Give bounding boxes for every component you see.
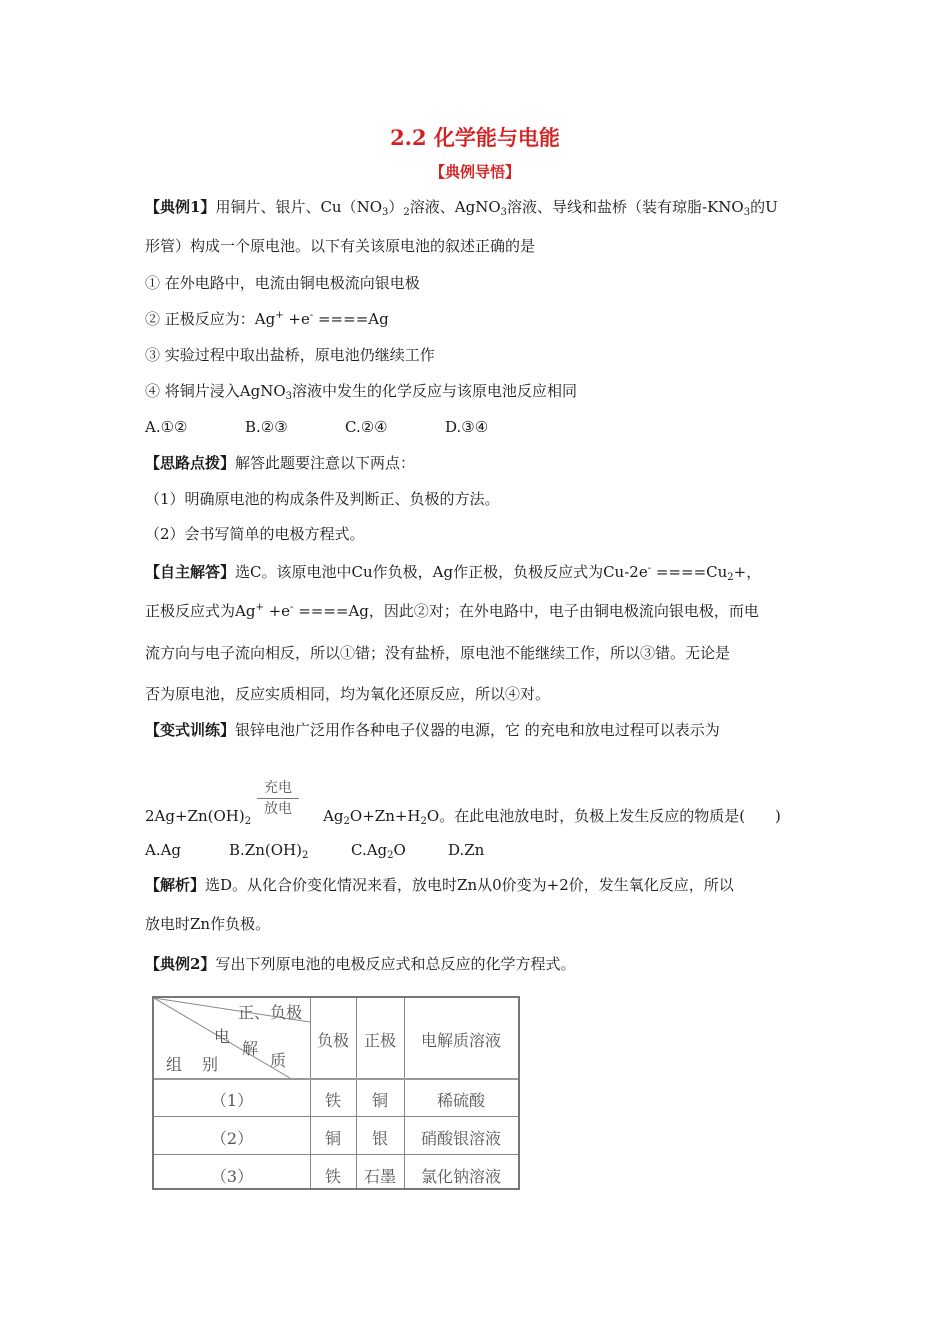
text: Ag [323, 807, 344, 825]
text: 溶液、AgNO [409, 198, 501, 216]
variant-line [145, 720, 720, 740]
option-d: D.③④ [445, 418, 489, 436]
row2-negative: 铜 [324, 1129, 341, 1148]
page-title: 2.2 化学能与电能 [390, 125, 560, 150]
text: ====Cu [651, 563, 728, 581]
row1-positive: 铜 [371, 1091, 388, 1110]
row2-electrolyte: 硝酸银溶液 [420, 1129, 501, 1148]
text: B.Zn(OH) [229, 841, 302, 859]
analysis-line2: 放电时Zn作负极。 [145, 915, 271, 933]
corner-top-label: 正、负极 [238, 1003, 303, 1022]
text: 银锌电池广泛用作各种电子仪器的电源，它 的充电和放电过程可以表示为 [235, 721, 720, 739]
hint-point2: （2）会书写简单的电极方程式。 [145, 525, 365, 543]
analysis-tag: 【解析】 [145, 876, 206, 894]
option-b [229, 840, 351, 860]
option-c: C.②④ [345, 418, 388, 436]
header-negative: 负极 [316, 1031, 349, 1050]
answer1-line1 [145, 562, 761, 582]
example1-line1 [145, 197, 778, 217]
text: 溶液、导线和盐桥（装有琼脂-KNO [507, 198, 744, 216]
text: +e [283, 310, 310, 328]
text: +e [263, 602, 291, 620]
example1-item2 [145, 309, 389, 329]
text: O [393, 841, 406, 859]
option-b: B.②③ [245, 418, 288, 436]
sub: 2 [727, 572, 734, 583]
section-subtitle: 【典例导悟】 [429, 163, 520, 181]
row3-negative: 铁 [324, 1167, 341, 1186]
sup: + [255, 602, 264, 613]
analysis-line1 [145, 875, 734, 895]
header-positive: 正极 [363, 1031, 396, 1050]
sup: - [290, 602, 294, 613]
sup: + [275, 310, 284, 321]
text: +， [733, 563, 762, 581]
sub: 2 [301, 850, 309, 861]
text: 溶液中发生的化学反应与该原电池反应相同 [292, 382, 578, 400]
sub: 3 [285, 391, 293, 402]
text: ② 正极反应为：Ag [145, 310, 276, 328]
corner-mid-label-1: 电 [214, 1027, 231, 1046]
text: ④ 将铜片浸入AgNO [145, 382, 286, 400]
row1-group: （1） [210, 1091, 254, 1110]
sub: 3 [743, 207, 751, 218]
row2-group: （2） [210, 1129, 254, 1148]
text: O+Zn+H [349, 807, 421, 825]
sub: 2 [420, 816, 427, 827]
row1-electrolyte: 稀硫酸 [436, 1091, 485, 1110]
hint-line [145, 453, 415, 473]
row3-electrolyte: 氯化钠溶液 [420, 1167, 501, 1186]
example1-line2: 形管）构成一个原电池。以下有关该原电池的叙述正确的是 [145, 237, 536, 255]
text: 选C。该原电池中Cu作负极，Ag作正极，负极反应式为Cu-2e [235, 563, 648, 581]
answer1-line4: 否为原电池，反应实质相同，均为氧化还原反应，所以④对。 [145, 685, 551, 703]
variant-tag: 【变式训练】 [145, 721, 236, 739]
header-electrolyte: 电解质溶液 [420, 1031, 501, 1050]
option-a: A.Ag [145, 841, 182, 859]
sup: - [309, 310, 314, 321]
sub: 3 [382, 207, 389, 218]
row-divider [154, 1116, 518, 1117]
row3-positive: 石墨 [363, 1167, 396, 1186]
variant-options [145, 840, 484, 860]
sub: 2 [403, 207, 410, 218]
answer1-line2 [145, 601, 759, 621]
answer1-tag: 【自主解答】 [145, 563, 236, 581]
example2-tag: 【典例2】 [145, 955, 216, 973]
text: 正极反应式为Ag [145, 602, 256, 620]
corner-bot-label-2: 别 [202, 1055, 219, 1074]
text: 解答此题要注意以下两点： [235, 454, 416, 472]
charge-label: 充电 [264, 780, 292, 796]
row1-negative: 铁 [324, 1091, 341, 1110]
text: 选D。从化合价变化情况来看，放电时Zn从0价变为+2价，发生氧化反应，所以 [205, 876, 734, 894]
sub: 2 [244, 816, 252, 827]
text: 的U [750, 198, 778, 216]
row-divider [154, 1154, 518, 1155]
text: C.Ag [351, 841, 388, 859]
sub: 2 [343, 816, 350, 827]
example1-item3: ③ 实验过程中取出盐桥，原电池仍继续工作 [145, 346, 435, 364]
example2-line [145, 954, 575, 974]
text: ====Ag [313, 310, 389, 328]
row-divider [154, 1078, 518, 1080]
text: O。在此电池放电时，负极上发生反应的物质是( ) [426, 807, 781, 825]
hint-tag: 【思路点拨】 [145, 454, 236, 472]
example1-item4 [145, 381, 577, 401]
example1-options [145, 417, 545, 437]
example1-item1: ① 在外电路中，电流由铜电极流向银电极 [145, 274, 420, 292]
answer1-line3: 流方向与电子流向相反，所以①错；没有盐桥，原电池不能继续工作，所以③错。无论是 [145, 644, 731, 662]
text: ） [388, 198, 404, 216]
discharge-label: 放电 [264, 801, 292, 817]
row2-positive: 银 [371, 1129, 388, 1148]
text: 用铜片、银片、Cu（NO [215, 198, 382, 216]
row3-group: （3） [210, 1167, 254, 1186]
electrode-table [152, 996, 520, 1190]
option-d: D.Zn [448, 841, 485, 859]
sup: - [647, 563, 652, 574]
hint-point1: （1）明确原电池的构成条件及判断正、负极的方法。 [145, 490, 500, 508]
corner-bot-label-1: 组 [166, 1055, 183, 1074]
text: ====Ag，因此②对；在外电路中，电子由铜电极流向银电极，而电 [293, 602, 759, 620]
option-c [351, 840, 448, 860]
corner-mid-label-3: 质 [270, 1051, 287, 1070]
text: 写出下列原电池的电极反应式和总反应的化学方程式。 [215, 955, 576, 973]
example1-tag: 【典例1】 [145, 198, 216, 216]
sub: 2 [387, 850, 394, 861]
corner-mid-label-2: 解 [242, 1039, 259, 1058]
option-a: A.①② [145, 418, 188, 436]
sub: 3 [500, 207, 507, 218]
variant-equation [145, 806, 781, 826]
text: 2Ag+Zn(OH) [145, 807, 245, 825]
